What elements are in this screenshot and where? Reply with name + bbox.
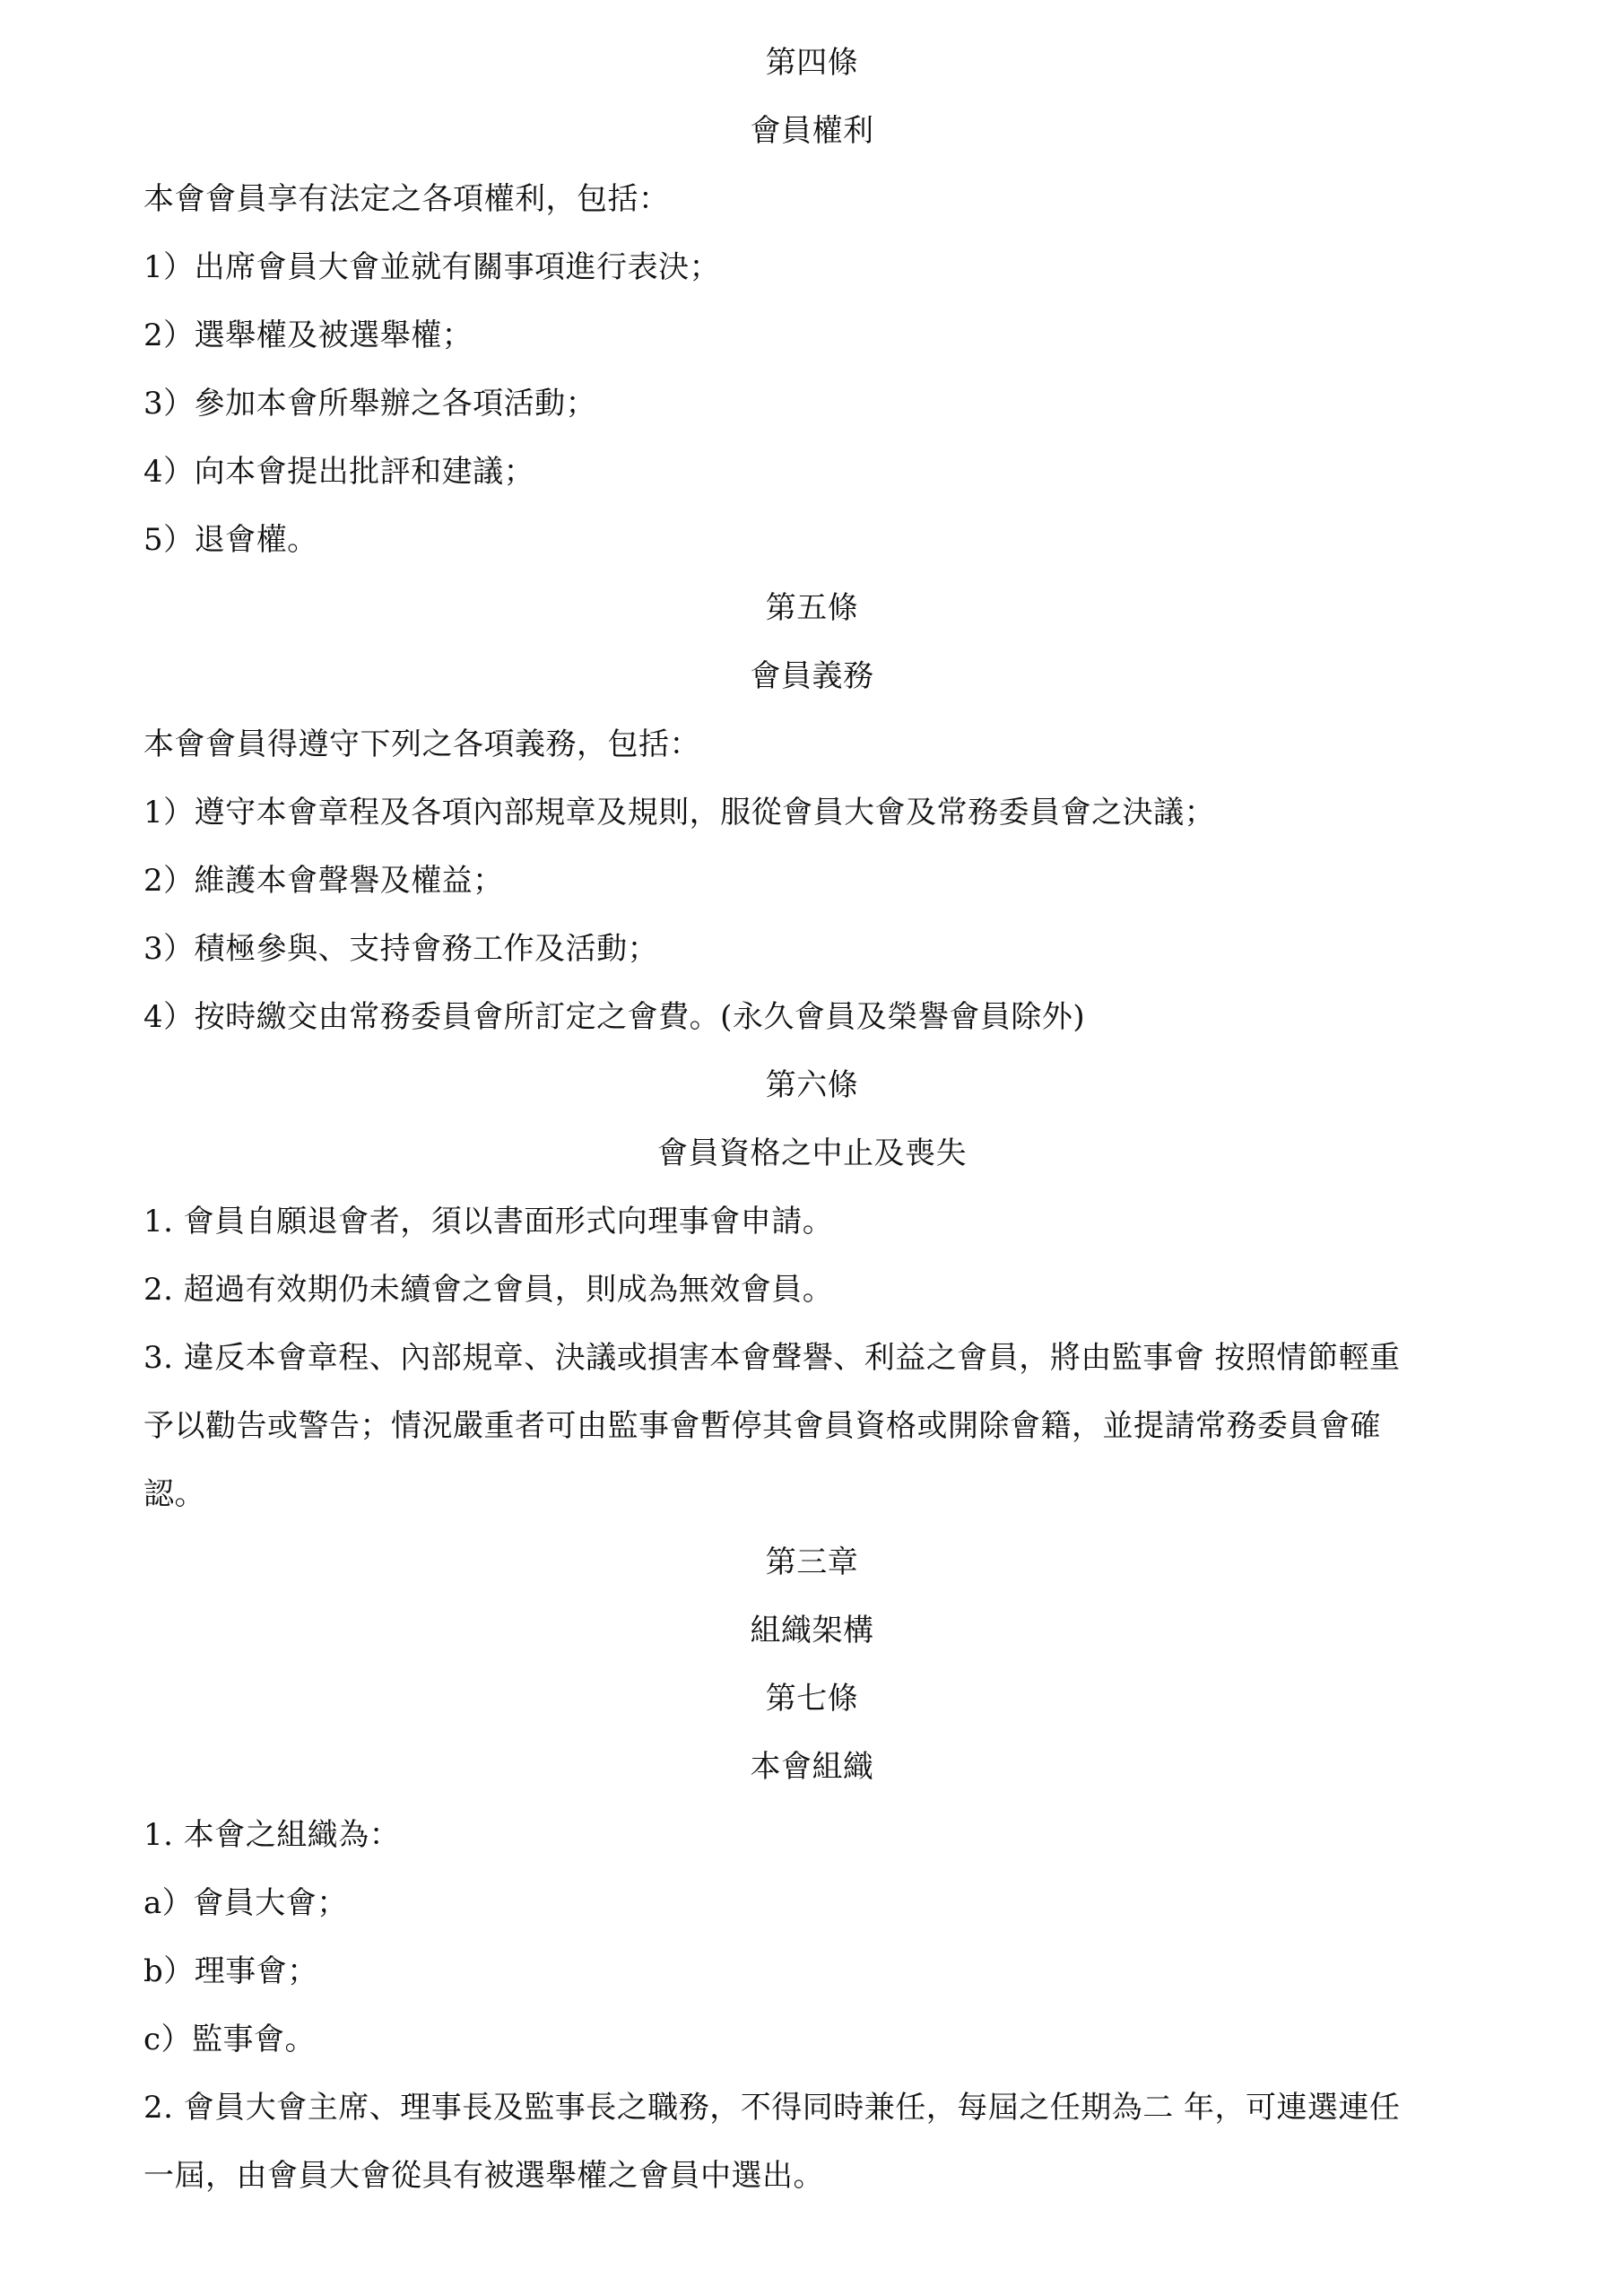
article-6-item: 2. 超過有效期仍未續會之會員，則成為無效會員。 — [143, 1272, 834, 1308]
chapter-3-heading: 組織架構 — [750, 1613, 874, 1648]
article-5-item: 4）按時繳交由常務委員會所訂定之會費。(永久會員及榮譽會員除外) — [143, 999, 1086, 1035]
article-4-heading: 會員權利 — [750, 113, 874, 149]
article-4-item: 2）選舉權及被選舉權； — [143, 317, 473, 353]
article-4-intro: 本會會員享有法定之各項權利，包括： — [143, 181, 670, 217]
article-7-item: c）監事會。 — [143, 2022, 317, 2057]
article-7-item-2-line: 一屆，由會員大會從具有被選舉權之會員中選出。 — [143, 2158, 824, 2194]
article-5-intro: 本會會員得遵守下列之各項義務，包括： — [143, 726, 700, 762]
article-6-number: 第六條 — [765, 1067, 859, 1103]
article-6-item-3-line: 予以勸告或警告；情況嚴重者可由監事會暫停其會員資格或開除會籍，並提請常務委員會確 — [143, 1408, 1381, 1444]
chapter-3-number: 第三章 — [765, 1544, 859, 1580]
article-7-item-2-line: 2. 會員大會主席、理事長及監事長之職務，不得同時兼任，每屆之任期為二 年，可連選連任 — [143, 2090, 1401, 2126]
article-4-number: 第四條 — [765, 45, 859, 81]
article-6-heading: 會員資格之中止及喪失 — [657, 1135, 967, 1171]
article-5-heading: 會員義務 — [750, 658, 874, 694]
article-4-item: 1）出席會員大會並就有關事項進行表決； — [143, 249, 721, 285]
article-4-item: 5）退會權。 — [143, 522, 318, 558]
article-4-item: 4）向本會提出批評和建議； — [143, 454, 535, 490]
article-6-item-3-line: 認。 — [143, 1476, 205, 1512]
article-5-item: 1）遵守本會章程及各項內部規章及規則，服從會員大會及常務委員會之決議； — [143, 795, 1216, 831]
article-5-item: 2）維護本會聲譽及權益； — [143, 863, 504, 899]
article-7-item: a）會員大會； — [143, 1885, 348, 1921]
article-4-item: 3）參加本會所舉辦之各項活動； — [143, 386, 597, 422]
article-6-item-3-line: 3. 違反本會章程、內部規章、決議或損害本會聲譽、利益之會員，將由監事會 按照情節輕重 — [143, 1340, 1401, 1376]
article-5-number: 第五條 — [765, 590, 859, 626]
article-7-number: 第七條 — [765, 1681, 859, 1717]
article-6-item: 1. 會員自願退會者，須以書面形式向理事會申請。 — [143, 1204, 834, 1239]
article-5-item: 3）積極參與、支持會務工作及活動； — [143, 931, 659, 967]
article-7-item: b）理事會； — [143, 1953, 318, 1989]
article-7-intro: 1. 本會之組織為： — [143, 1817, 401, 1853]
article-7-heading: 本會組織 — [750, 1749, 874, 1785]
